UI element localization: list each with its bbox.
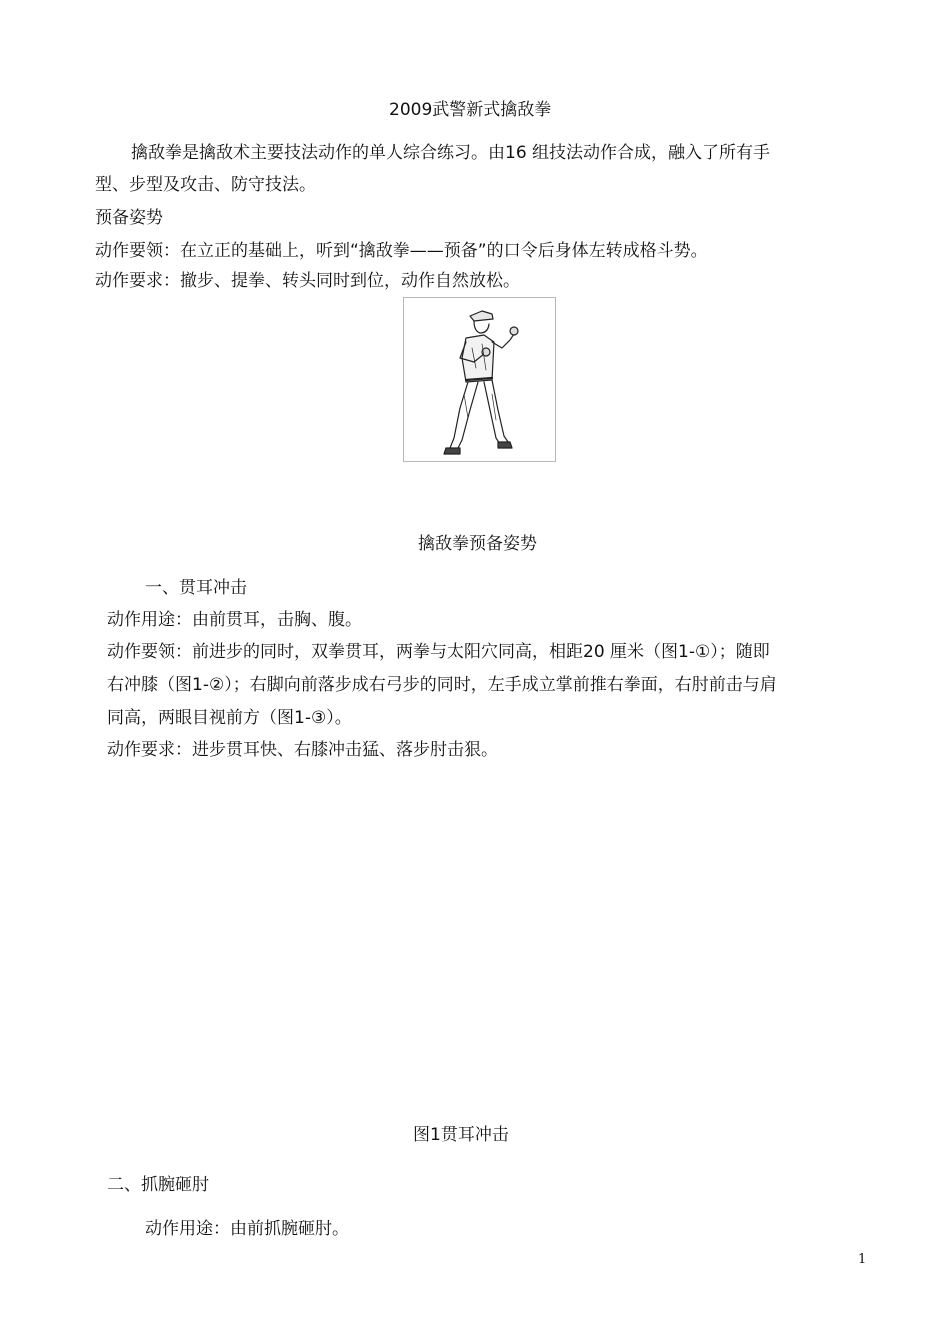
- prep-figure-caption: 擒敌拳预备姿势: [418, 534, 537, 554]
- section-1-usage: 动作用途：由前贯耳，击胸、腹。: [107, 610, 362, 630]
- section-2-heading: 二、抓腕砸肘: [107, 1175, 209, 1195]
- figure-1-caption: 图1贯耳冲击: [413, 1125, 509, 1145]
- section-1-essentials-line-2: 右冲膝（图1-②）；右脚向前落步成右弓步的同时，左手成立掌前推右拳面，右肘前击与肩: [107, 675, 777, 695]
- fighter-illustration: [404, 298, 555, 461]
- section-1-heading: 一、贯耳冲击: [145, 578, 247, 598]
- section-1-requirements: 动作要求：进步贯耳快、右膝冲击猛、落步肘击狠。: [107, 740, 498, 760]
- prep-requirements: 动作要求：撤步、提拳、转头同时到位，动作自然放松。: [95, 271, 520, 291]
- prep-essentials: 动作要领：在立正的基础上，听到“擒敌拳——预备”的口令后身体左转成格斗势。: [95, 241, 708, 261]
- section-1-essentials-line-1: 动作要领：前进步的同时，双拳贯耳，两拳与太阳穴同高，相距20 厘米（图1-①）；随即: [107, 642, 770, 662]
- page-title: 2009武警新式擒敌拳: [389, 100, 552, 120]
- prep-heading: 预备姿势: [95, 208, 163, 228]
- page-number: 1: [858, 1252, 867, 1267]
- prep-stance-figure: [403, 297, 556, 462]
- section-1-essentials-line-3: 同高，两眼目视前方（图1-③）。: [107, 708, 352, 728]
- intro-paragraph-line-2: 型、步型及攻击、防守技法。: [95, 175, 316, 195]
- section-2-usage: 动作用途：由前抓腕砸肘。: [145, 1219, 349, 1239]
- intro-paragraph-line-1: 擒敌拳是擒敌术主要技法动作的单人综合练习。由16 组技法动作合成，融入了所有手: [131, 143, 771, 163]
